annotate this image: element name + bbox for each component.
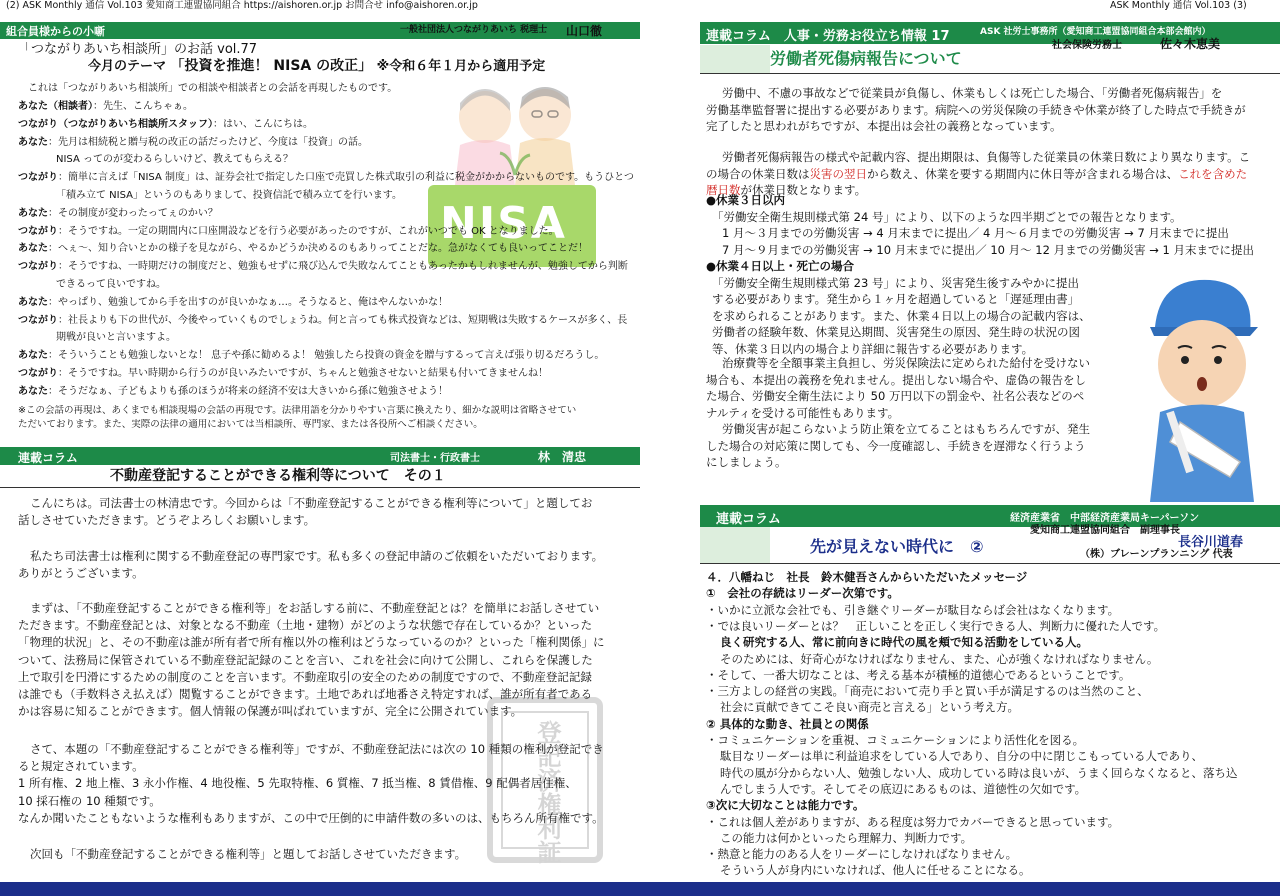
- column-line: ・三方よしの経営の実践。「商売において売り手と買い手が満足するのは当然のこと、: [706, 684, 1149, 699]
- column-line: 社会に貢献できてこそ良い商売と言える」という考え方。: [720, 700, 1019, 715]
- author-hr-prefix: 社会保険労務士: [1052, 40, 1122, 51]
- dialogue-line: [56, 278, 166, 291]
- column-title: 先が見えない時代に ②: [810, 537, 984, 556]
- dialogue-speaker: あなた: [18, 350, 48, 362]
- dialogue-text: ：はい、こんにちは。: [213, 118, 313, 130]
- case2-line: 労働者の経験年数、休業見込期間、災害発生の原因、発生時の状況の図: [712, 325, 1080, 339]
- dialogue-note: （つながりあいち相談所スタッフ）: [58, 118, 213, 130]
- article-line: 次回も「不動産登記することができる権利等」と題してお話しさせていただきます。: [30, 847, 467, 861]
- worker-figure: [1130, 272, 1270, 502]
- article-line: さて、本題の「不動産登記することができる権利等」ですが、不動産登記法には次の 10 種類の権利が登記でき: [30, 742, 604, 756]
- column-line: 時代の風が分からない人、勉強しない人、成功している時は良いが、うまく回らなくなると、落ち込: [720, 765, 1238, 780]
- dialogue-line: [56, 189, 402, 202]
- dialogue-line: [56, 153, 293, 166]
- hr-red: 暦日数: [706, 183, 741, 197]
- hr-p2-line: [706, 167, 1247, 181]
- nisa-label: NISA: [440, 198, 567, 249]
- band-label: 組合員様からの小噺: [6, 25, 105, 38]
- dialogue-speaker: つながり: [18, 118, 58, 130]
- column-line: ・コミュニケーションを重視、コミュニケーションにより活性化を図る。: [706, 733, 1085, 747]
- band-label-hr: 連載コラム 人事・労務お役立ち情報 17: [706, 29, 950, 44]
- stamp-text: 登記済権利証: [533, 720, 561, 864]
- dialogue-line: [18, 207, 218, 220]
- hr-red: 災害の翌日: [809, 166, 867, 181]
- article-line: 上で取引を円滑にするための制度のことを言います。不動産取引の安全のための制度ですので、不動産登記記録: [18, 669, 592, 684]
- case1-title: ●休業３日以内: [706, 193, 786, 207]
- article-line: かは容易に知ることができます。個人情報の保護が叫ばれていますが、完全に公開されています。: [18, 704, 523, 719]
- column-line: ・いかに立派な会社でも、引き継ぐリーダーが駄目ならば会社はなくなります。: [706, 602, 1120, 617]
- article-line: こんにちは。司法書士の林清忠です。今回からは「不動産登記することができる権利等について」と題してお: [30, 496, 593, 510]
- article-line: 10 採石権の 10 種類です。: [18, 793, 161, 808]
- hr-p2-line: 労働者死傷病報告の様式や記載内容、提出期限は、負傷等した従業員の休業日数により異なります。こ: [722, 150, 1251, 164]
- hr-p3-line: 治療費等を全額事業主負担し、労災保険法に定められた給付を受けない: [722, 356, 1090, 370]
- column-line: ・そして、一番大切なことは、考える基本が積極的道徳心であるということです。: [706, 667, 1131, 682]
- intro-line: これは「つながりあいち相談所」での相談や相談者との会話を再現したものです。: [28, 83, 398, 94]
- column-line: そういう人が身内にいなければ、他人に任せることになる。: [720, 863, 1031, 878]
- dialogue-line: [18, 367, 548, 380]
- dialogue-text: ：簡単に言えば「NISA 制度」は、証券会社で指定した口座で売買した株式取引の利益に税金がかからないものです。もうひとつ: [58, 172, 634, 184]
- author-r2-line2: 愛知商工連盟協同組合 副理事長: [1030, 525, 1180, 536]
- dialogue-speaker: つながり: [18, 314, 58, 326]
- author-r2-line3: （株）ブレーンプランニング 代表: [1080, 549, 1233, 560]
- case2-line: する必要があります。発生から１ヶ月を超過していると「遅延理由書」: [712, 292, 1080, 306]
- hr-p3-line: ナルティを受ける可能性もあります。: [706, 405, 900, 420]
- author-hr-name: 佐々木恵美: [1160, 37, 1221, 51]
- dialogue-text: ：社長よりも下の世代が、今後やっていくものでしょうね。何と言っても株式投資などは、短期戦は失敗するケースが多く、長: [58, 314, 628, 326]
- dialogue-text: ：そうだなぁ、子どもよりも孫のほうが将来の経済不安は大きいから孫に勉強させよう！: [48, 385, 448, 397]
- hr-text: の場合の休業日数は: [706, 166, 810, 181]
- footnote-line: ただいております。また、実際の法律の適用においては当相談所、専門家、または各役所へご相談ください。: [18, 418, 483, 430]
- injured-worker-illustration: [1130, 272, 1270, 502]
- dialogue-line: [18, 349, 604, 362]
- author2-name: 林 清忠: [538, 450, 587, 464]
- column-line: んでしまう人です。そしてその底辺にあるものは、道徳性の欠如です。: [720, 781, 1087, 796]
- article-line: 私たち司法書士は権利に関する不動産登記の専門家です。私も多くの登記申請のご依頼をいただいております。: [30, 549, 604, 563]
- author-name: 山口徹: [566, 24, 603, 38]
- band-label-2: 連載コラム: [18, 451, 78, 465]
- dialogue-speaker: あなた: [18, 136, 48, 148]
- article-line: 「物理的状況」と、その不動産は誰が所有者で所有権以外の権利はどうなっているのか？といった「権利関係」に: [18, 635, 605, 650]
- hr-text: が休業日数となります。: [740, 183, 867, 197]
- dialogue-text: ：そういうことも勉強しないとな！ 息子や孫に勧めるよ！ 勉強したら投資の資金を贈与するって言えば張り切るだろうし。: [48, 350, 605, 362]
- series-title: 「つながりあいち相談所」のお話 vol.77: [18, 42, 258, 57]
- dialogue-note: （相談者）: [48, 101, 93, 112]
- article-line: なんか聞いたこともないような権利もありますが、この中で圧倒的に申請件数の多いのは、もちろん所有権です。: [18, 810, 604, 825]
- column-line: 駄目なリーダーは単に利益追求をしている人であり、自分の中に閉じこもっている人であり、: [720, 749, 1203, 764]
- dialogue-line: [18, 136, 368, 149]
- theme-prefix: 今月のテーマ: [88, 59, 167, 74]
- theme-main: 「投資を推進！ NISA の改正」: [170, 58, 373, 74]
- dialogue-text: ：先月は相続税と贈与税の改正の話だったけど、今度は「投資」の話。: [48, 136, 368, 148]
- right-page: [640, 0, 1280, 896]
- certificate-stamp: [470, 690, 620, 870]
- case2-line: を求められることがあります。また、休業４日以上の場合の記載内容は、: [712, 308, 1091, 323]
- article-line: 話しさせていただきます。どうぞよろしくお願いします。: [18, 513, 316, 528]
- column-line: ・では良いリーダーとは？ 正しいことを正しく実行できる人、判断力に優れた人です。: [706, 618, 1166, 633]
- article-line: ついて、法務局に保管されている不動産登記記録のことを言い、これを社会に向けて公開し、これらを保護した: [18, 652, 593, 667]
- page-header-right: ASK Monthly 通信 Vol.103 (3): [1110, 0, 1247, 11]
- dialogue-text: ：やっぱり、勉強してから手を出すのが良いかなぁ…。そうなると、俺はやんないかな！: [48, 296, 448, 308]
- author-top: ASK 社労士事務所（愛知商工連盟協同組合本部会館内）: [980, 27, 1211, 37]
- hr-p1-line: 労働基準監督署に提出する必要があります。病院への労災保険の手続きや休業が終了した時点で手続きが: [706, 102, 1246, 117]
- dialogue-speaker: あなた: [18, 243, 48, 255]
- author-r2-name: 長谷川道春: [1178, 535, 1244, 550]
- article-title: 不動産登記することができる権利等について その１: [110, 468, 446, 484]
- hr-red: これを含めた: [1178, 166, 1248, 181]
- hr-p3-line: した場合の対応策に関しても、今一度確認し、手続きを遅滞なく行うよう: [706, 438, 1086, 453]
- dialogue-line: [56, 331, 176, 344]
- column-line: ４．八幡ねじ 社長 鈴木健吾さんからいただいたメッセージ: [706, 570, 1028, 584]
- dialogue-text: 「積み立て NISA」というのもありまして、投資信託で積み立てを行います。: [56, 190, 402, 201]
- column-line: そのためには、好奇心がなければなりません、また、心が強くなければなりません。: [720, 651, 1159, 666]
- dialogue-text: できるって良いですね。: [56, 279, 166, 290]
- hr-p3-line: にしましょう。: [706, 455, 787, 469]
- dialogue-text: ：へぇ〜、知り合いとかの様子を見ながら、やるかどうか決めるのもありってことだな。急がなくても良いってことだ！: [48, 243, 588, 255]
- case2-title: ●休業４日以上・死亡の場合: [706, 259, 855, 273]
- theme-line: [88, 58, 545, 75]
- article-line: ると規定されています。: [18, 759, 144, 774]
- dialogue-text: ：そうですね。早い時期から行うのが良いみたいですが、ちゃんと勉強させないと結果も付いてきませんね！: [58, 368, 548, 379]
- hr-p1-line: 労働中、不慮の事故などで従業員が負傷し、休業もしくは死亡した場合、「労働者死傷病報告」を: [722, 86, 1223, 100]
- dialogue-line: [18, 314, 627, 327]
- article-line: は誰でも（手数料さえ払えば）閲覧することができます。土地であれば地番さえ特定すれば、誰が所有者である: [18, 687, 593, 701]
- dialogue-line: [18, 242, 588, 255]
- author-prefix: 一般社団法人つながりあいち 税理士: [400, 25, 548, 35]
- case1-line: 1 月〜３月までの労働災害 → 4 月末までに提出／ 4 月〜６月までの労働災害 → 7 月末までに提出: [722, 226, 1229, 240]
- article-line: まずは、「不動産登記することができる権利等」をお話しする前に、不動産登記とは？を簡単にお話しさせてい: [30, 601, 600, 615]
- dialogue-line: [18, 296, 448, 309]
- column-line: ① 会社の存続はリーダー次第です。: [706, 586, 899, 601]
- dialogue-speaker: つながり: [18, 261, 58, 273]
- hr-p3-line: 労働災害が起こらないよう防止策を立てることはもちろんですが、発生: [722, 422, 1090, 436]
- hr-text: から数え、休業を要する期間内に休日等が含まれる場合は、: [867, 166, 1179, 181]
- article-line: ただきます。不動産登記とは、対象となる不動産（土地・建物）がどのような状態で存在しているか？といった: [18, 618, 593, 633]
- dialogue-speaker: つながり: [18, 368, 58, 379]
- dialogue-speaker: あなた: [18, 101, 48, 112]
- dialogue-speaker: あなた: [18, 385, 48, 397]
- dialogue-line: [18, 225, 559, 238]
- hr-p1-line: 完了したと思われがちですが、本提出は会社の義務となっています。: [706, 119, 1062, 133]
- dialogue-speaker: つながり: [18, 172, 58, 184]
- author2-prefix: 司法書士・行政書士: [390, 453, 480, 464]
- column-line: 良く研究する人、常に前向きに時代の風を頬で知る活動をしている人。: [720, 635, 1088, 650]
- hr-title: 労働者死傷病報告について: [770, 49, 962, 68]
- band-label-right2: 連載コラム: [716, 512, 781, 527]
- dialogue-line: [18, 385, 448, 398]
- case1-line: 「労働安全衛生規則様式第 24 号」により、以下のような四半期ごとでの報告となります。: [712, 209, 1182, 224]
- case1-line: 7 月〜９月までの労働災害 → 10 月末までに提出／ 10 月〜 12 月までの労働災害 → 1 月末までに提出: [722, 242, 1255, 257]
- hr-p3-line: た場合、労働安全衛生法により 50 万円以下の罰金や、社名公表などのペ: [706, 389, 1085, 403]
- article-line: 1 所有権、2 地上権、3 永小作権、4 地役権、5 先取特権、6 質権、7 抵当権、8 賃借権、9 配偶者居住権、: [18, 776, 577, 791]
- theme-suffix: ※令和６年１月から適用予定: [376, 59, 546, 74]
- page-header-left: (2) ASK Monthly 通信 Vol.103 愛知商工連盟協同組合 https://aishoren.or.jp お問合せ info@aishoren.or.jp: [6, 0, 478, 11]
- author-r2-line1: 経済産業省 中部経済産業局キーパーソン: [1010, 513, 1200, 524]
- case2-line: 等、休業３日以内の場合より詳細に報告する必要があります。: [712, 341, 1034, 356]
- column-line: ・熱意と能力のある人をリーダーにしなければなりません。: [706, 847, 1018, 862]
- dialogue-speaker: つながり: [18, 225, 58, 237]
- case2-line: 「労働安全衛生規則様式第 23 号」により、災害発生後すみやかに提出: [712, 275, 1079, 290]
- dialogue-text: ：先生、こんちゃぁ。: [93, 101, 193, 112]
- bottom-bar: [0, 882, 1280, 896]
- column-line: ② 具体的な動き、社員との関係: [706, 716, 869, 731]
- dialogue-text: ：そうですね。一定の期間内に口座開設などを行う必要があったのですが、これがいつでも OK となりました。: [58, 225, 559, 237]
- dialogue-text: NISA ってのが変わるらしいけど、教えてもらえる？: [56, 154, 293, 166]
- dialogue-text: ：そうですね、一時期だけの制度だと、勉強もせずに飛び込んで失敗なんてこともあったかもしれませんが、勉強してから判断: [58, 261, 628, 273]
- column-line: ③次に大切なことは能力です。: [706, 798, 865, 813]
- dialogue-speaker: あなた: [18, 207, 48, 219]
- dialogue-line: [18, 260, 628, 273]
- dialogue-text: ：その制度が変わったってぇのかい？: [48, 207, 218, 219]
- article-line: ありがとうございます。: [18, 566, 144, 581]
- hr-p3-line: 場合も、本提出の義務を免れません。提出しない場合や、虚偽の報告をし: [706, 372, 1086, 387]
- dialogue-speaker: あなた: [18, 296, 48, 308]
- column-line: この能力は何かといったら理解力、判断力です。: [720, 830, 973, 845]
- column-line: ・これは個人差がありますが、ある程度は努力でカバーできると思っています。: [706, 814, 1120, 829]
- dialogue-text: 期戦が良いと言いますよ。: [56, 332, 176, 344]
- dialogue-line: [18, 118, 313, 131]
- footnote-line: ※この会話の再現は、あくまでも相談現場の会話の再現です。法律用語を分かりやすい言葉に換えたり、細かな説明は省略させてい: [18, 404, 577, 416]
- dialogue-line: [18, 171, 634, 184]
- dialogue-line: [18, 100, 193, 113]
